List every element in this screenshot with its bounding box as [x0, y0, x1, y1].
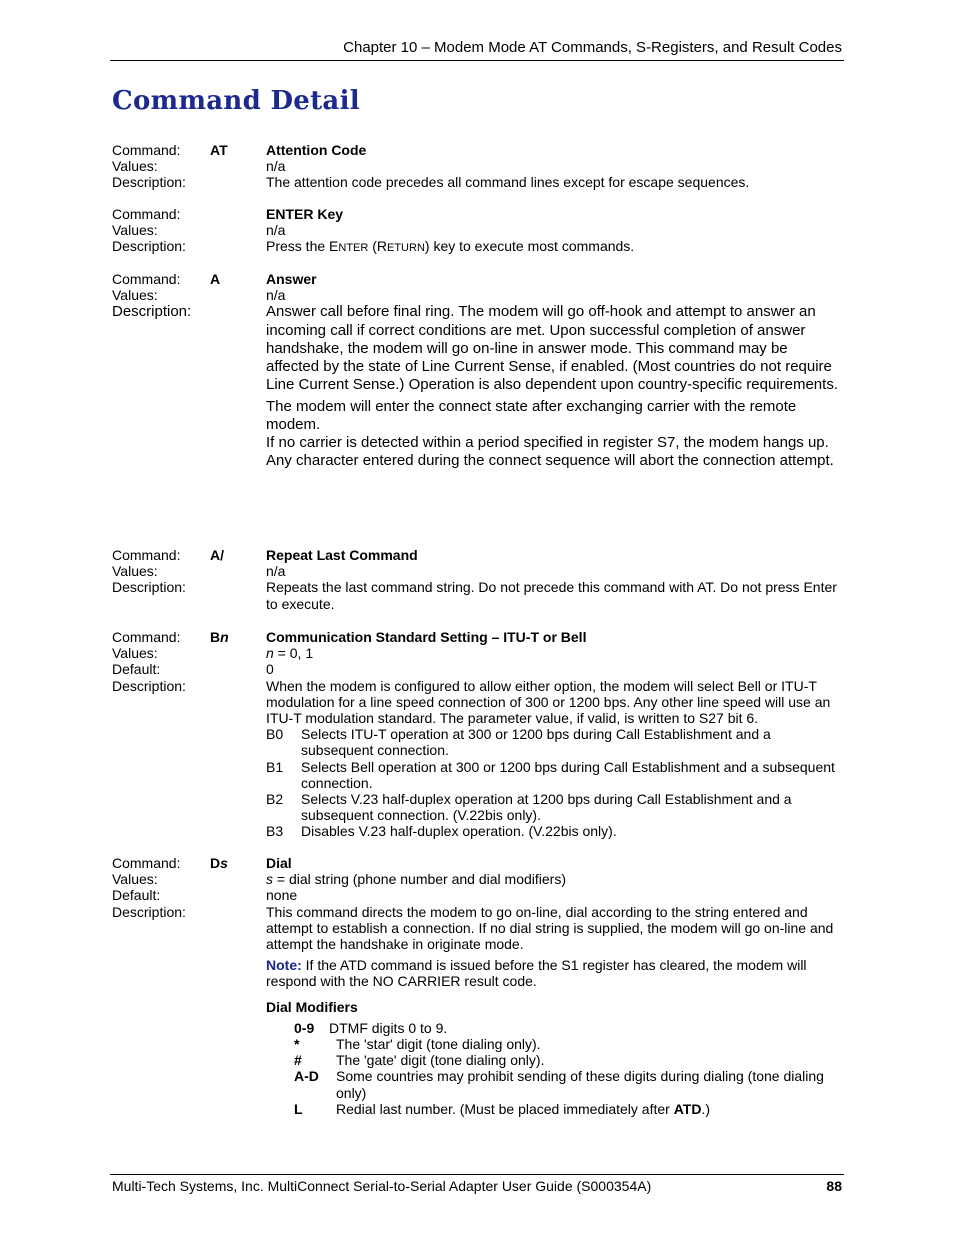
description-para-3: If no carrier is detected within a period specified in register S7, the modem hangs up. [266, 434, 829, 452]
command-label: Command: [112, 855, 181, 871]
values-label: Values: [112, 158, 158, 175]
description-label: Description: [112, 677, 186, 694]
modifier-list [266, 1020, 842, 1117]
command-name: Attention Code [266, 142, 367, 158]
command-name: Repeat Last Command [266, 547, 418, 563]
values-label: Values: [112, 645, 158, 662]
command-code: A [210, 271, 221, 287]
page-title: Command Detail [112, 86, 360, 116]
modifier-item: * The 'star' digit (tone dialing only). [294, 1036, 541, 1053]
command-label: Command: [112, 629, 181, 645]
command-name: Dial [266, 855, 292, 871]
values-text: n = 0, 1 [266, 645, 314, 662]
description-text [266, 238, 842, 256]
command-name: Communication Standard Setting – ITU-T or Bell [266, 629, 587, 645]
desc-pre: Press the E [266, 238, 339, 255]
command-name: ENTER Key [266, 206, 344, 222]
modifier-item: L Redial last number. (Must be placed immediately after ATD.) [294, 1100, 711, 1117]
values-text: n/a [266, 287, 286, 304]
values-label: Values: [112, 871, 158, 888]
command-code: Ds [210, 855, 228, 871]
command-repeat [112, 547, 842, 612]
default-text: 0 [266, 661, 274, 678]
running-header: Chapter 10 – Modem Mode AT Commands, S-Registers, and Result Codes [343, 39, 842, 56]
desc-post: ) key to execute most commands. [424, 238, 635, 255]
description-label: Description: [112, 903, 186, 920]
note-label: Note: [266, 957, 302, 974]
command-answer [112, 271, 842, 470]
option-item: B0 Selects ITU-T operation at 300 or 1200 bps during Call Establishment and a subsequent connection. [266, 726, 771, 759]
command-code: Bn [210, 629, 229, 645]
modifier-item: A-D Some countries may prohibit sending of these digits during dialing (tone dialing only) [294, 1068, 824, 1101]
description-text: The attention code precedes all command lines except for escape sequences. [266, 174, 750, 191]
description-text: When the modem is configured to allow either option, the modem will select Bell or ITU-T modulation for a line speed connection of 300 or 1200 bps. Any other line speed will use an ITU-T modulation standard. The parameter value, if valid, is written to S27 bit 6. [266, 677, 831, 727]
header-rule [110, 60, 844, 61]
option-item: B2 Selects V.23 half-duplex operation at 1200 bps during Call Establishment and a subsequent connection. (V.22bis only). [266, 791, 792, 824]
command-ds [112, 855, 842, 1117]
command-code: A/ [210, 547, 224, 563]
description-label: Description: [112, 174, 186, 191]
values-text: n/a [266, 563, 286, 580]
values-label: Values: [112, 222, 158, 239]
default-label: Default: [112, 661, 161, 678]
description-label: Description: [112, 579, 186, 596]
dial-modifiers-title: Dial Modifiers [266, 998, 358, 1015]
description-para-4: Any character entered during the connect sequence will abort the connection attempt. [266, 452, 834, 470]
description-para-2: The modem will enter the connect state after exchanging carrier with the remote modem. [266, 397, 797, 433]
values-label: Values: [112, 563, 158, 580]
return-smallcaps: ETURN [387, 242, 425, 255]
command-label: Command: [112, 547, 181, 563]
page-number: 88 [826, 1178, 842, 1194]
note [266, 957, 842, 989]
option-list [266, 726, 842, 839]
desc-mid: (R [368, 238, 387, 255]
command-enter [112, 206, 842, 257]
values-text: n/a [266, 158, 286, 175]
command-label: Command: [112, 206, 181, 222]
modifier-item: # The 'gate' digit (tone dialing only). [294, 1052, 545, 1069]
option-item: B1 Selects Bell operation at 300 or 1200 bps during Call Establishment and a subsequent connection. [266, 758, 835, 791]
description-text: Repeats the last command string. Do not precede this command with AT. Do not press Enter to execute. [266, 579, 837, 612]
modifier-item: 0-9 DTMF digits 0 to 9. [294, 1019, 448, 1036]
footer-text: Multi-Tech Systems, Inc. MultiConnect Serial-to-Serial Adapter User Guide (S000354A) [112, 1178, 652, 1194]
command-code: AT [210, 142, 228, 158]
footer-rule [110, 1174, 844, 1175]
default-label: Default: [112, 887, 161, 904]
option-item: B3 Disables V.23 half-duplex operation. (V.22bis only). [266, 823, 617, 840]
values-label: Values: [112, 287, 158, 304]
default-text: none [266, 887, 298, 904]
enter-smallcaps: NTER [338, 242, 369, 255]
values-text: n/a [266, 222, 286, 239]
command-name: Answer [266, 271, 317, 287]
note-text: If the ATD command is issued before the S1 register has cleared, the modem will respond with the NO CARRIER result code. [266, 957, 807, 990]
command-label: Command: [112, 271, 181, 287]
description-label: Description: [112, 238, 186, 255]
command-bn [112, 629, 842, 840]
command-label: Command: [112, 142, 181, 158]
command-at [112, 142, 842, 191]
description-label: Description: [112, 303, 192, 321]
description-text: This command directs the modem to go on-line, dial according to the string entered and attempt to establish a connection. If no dial string is supplied, the modem will go on-line and attempt the handshake in originate mode. [266, 903, 834, 953]
description-para-1: Answer call before final ring. The modem will go off-hook and attempt to answer an incoming call if correct conditions are met. Upon successful completion of answer handshake, the modem will go on-line in answer mode. This command may be affected by the state of Line Current Sense, if enabled. (Most countries do not require Line Current Sense.) Operation is also dependent upon country-specific requirements. [266, 303, 838, 393]
values-text: s = dial string (phone number and dial modifiers) [266, 871, 566, 888]
